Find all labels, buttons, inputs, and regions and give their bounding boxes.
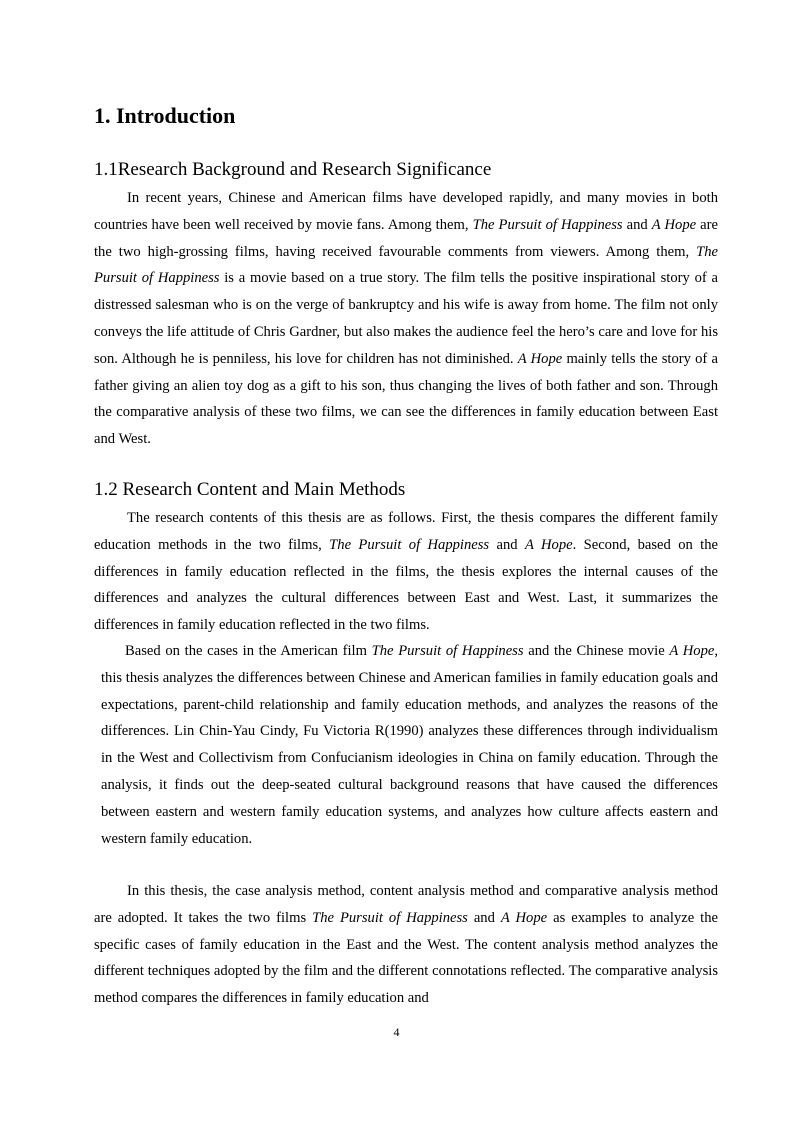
text-run: The research contents of this thesis are as follows. First, the thesis compares the different family education methods in the two films, — [94, 510, 718, 553]
text-run: In this thesis, the case analysis method, content analysis method and comparative analysis method are adopted. It takes the two films — [94, 883, 718, 926]
text-run: and the Chinese movie — [523, 643, 670, 659]
text-run: and — [467, 909, 501, 926]
page-number: 4 — [393, 1025, 400, 1039]
film-title-italic: A Hope — [500, 909, 548, 926]
text-run: are the two high-grossing films, having received favourable comments from viewers. Among them, — [94, 216, 718, 260]
text-run: is a movie based on a true story. The film tells the positive inspirational story of a distressed salesman who is on the verge of bankruptcy and his wife is away from home. The film not only conveys the life attitude of Chris Gardner, but also makes the audience feel the hero’s care and love for his son. Although he is penniless, his love for children has not diminished. — [94, 270, 718, 367]
text-run: In recent years, Chinese and American films have developed rapidly, and many movies in both countries have been well received by movie fans. Among them, — [94, 190, 718, 233]
film-title-italic: A Hope — [517, 350, 563, 367]
section-heading-1-2: 1.2 Research Content and Main Methods — [94, 479, 406, 500]
film-title-italic: The Pursuit of Happiness — [371, 643, 524, 659]
film-title-italic: A Hope — [651, 216, 697, 233]
text-run: and — [489, 536, 525, 553]
film-title-italic: The Pursuit of Happiness — [94, 243, 718, 287]
section-heading-1-1: 1.1Research Background and Research Significance — [94, 159, 492, 180]
film-title-italic: A Hope — [669, 643, 715, 659]
paragraph-cases-analysis — [101, 638, 718, 852]
paragraph-methods — [94, 878, 718, 1012]
film-title-italic: The Pursuit of Happiness — [472, 216, 623, 233]
text-run: and — [622, 216, 652, 233]
chapter-heading: 1. Introduction — [94, 103, 236, 128]
film-title-italic: The Pursuit of Happiness — [312, 909, 468, 926]
text-run: . Second, based on the differences in family education reflected in the films, the thesis explores the internal causes of the differences and analyzes the cultural differences between East and West. Last, it summarizes the differences in family education reflected in the two films. — [94, 536, 718, 634]
film-title-italic: A Hope — [524, 536, 573, 553]
text-run: , this thesis analyzes the differences between Chinese and American families in family education goals and expectations, parent-child relationship and family education methods, and analyzes the reasons of the differences. Lin Chin-Yau Cindy, Fu Victoria R(1990) analyzes these differences through individualism in the West and Collectivism from Confucianism ideologies in China on family education. Through the analysis, it finds out the deep-seated cultural background reasons that have caused the differences between eastern and western family education systems, and analyzes how culture affects eastern and western family education. — [101, 643, 718, 847]
film-title-italic: The Pursuit of Happiness — [329, 536, 490, 553]
text-run: mainly tells the story of a father giving an alien toy dog as a gift to his son, thus changing the lives of both father and son. Through the comparative analysis of these two films, we can see the differences in family education between East and West. — [94, 350, 718, 448]
text-run: as examples to analyze the specific cases of family education in the East and the West. The content analysis method analyzes the different techniques adopted by the film and the different connotations reflected. The comparative analysis method compares the differences in family education and — [94, 909, 718, 1007]
paragraph-research-background — [94, 185, 718, 453]
paragraph-research-contents — [94, 505, 718, 639]
text-run: Based on the cases in the American film — [125, 643, 372, 659]
